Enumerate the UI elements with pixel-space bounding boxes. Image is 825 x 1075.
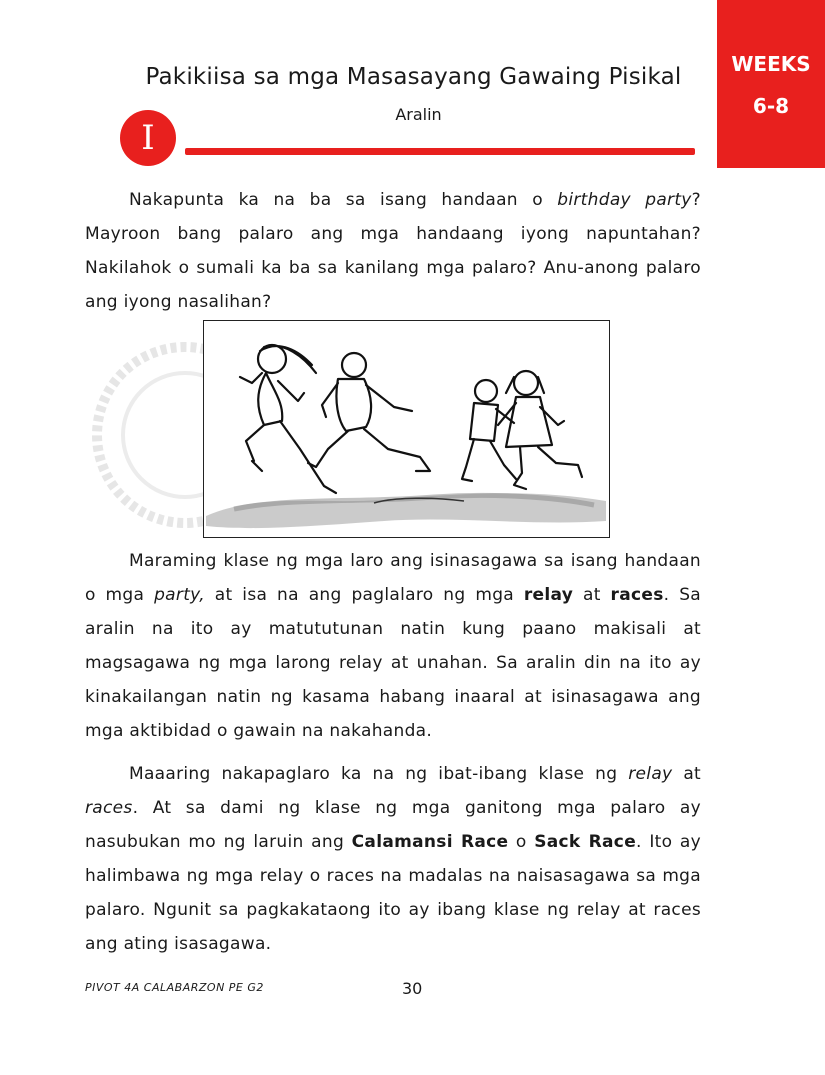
section-rule: [185, 148, 695, 155]
page-number: 30: [402, 979, 423, 998]
weeks-label: WEEKS: [731, 52, 811, 76]
text-run: . Sa aralin na ito ay matututunan natin kung paano makisali at magsagawa ng mga larong relay at unahan. Sa aralin din na ito ay kinakailangan natin ng kasama habang inaaral at isinasagawa ang mga aktibidad o gawain na nakahanda.: [85, 585, 702, 741]
text-run: Maaaring nakapaglaro ka na ng ibat-ibang klase ng: [129, 764, 629, 784]
text-run: . At sa dami ng klase ng mga ganitong mga palaro ay nasubukan mo ng laruin ang: [85, 798, 701, 852]
text-run-bold: Sack Race: [534, 832, 637, 852]
text-run-bold: Calamansi Race: [351, 832, 509, 852]
text-run: Maraming klase ng mga laro ang isinasagawa sa isang handaan o mga: [85, 551, 701, 605]
text-run-italic: relay: [628, 764, 673, 784]
lesson-title: Pakikiisa sa mga Masasayang Gawaing Pisikal: [145, 64, 682, 90]
text-run: ? Mayroon bang palaro ang mga handaang iyong napuntahan? Nakilahok o sumali ka ba sa kanilang mga palaro? Anu-anong palaro ang iyong nasalihan?: [85, 190, 701, 312]
text-run: Nakapunta ka na ba sa isang handaan o: [129, 190, 558, 210]
text-run: at isa na ang paglalaro ng mga: [204, 585, 524, 605]
text-run: at: [573, 585, 611, 605]
races-paragraph: [85, 757, 701, 961]
text-run: o: [508, 832, 535, 852]
lesson-subtitle: Aralin: [395, 105, 442, 124]
text-run-italic: party,: [154, 585, 205, 605]
text-run-italic: races: [85, 798, 133, 818]
relay-paragraph: [85, 544, 701, 748]
text-run: at: [672, 764, 702, 784]
weeks-range: 6-8: [752, 94, 790, 118]
children-running-illustration: [203, 320, 610, 538]
section-badge: I: [120, 110, 176, 166]
text-run: . Ito ay halimbawa ng mga relay o races na madalas na naisasagawa sa mga palaro. Ngunit sa pagkakataong ito ay ibang klase ng relay at races ang ating isasagawa.: [85, 832, 701, 954]
text-run-bold: races: [610, 585, 664, 605]
text-run-bold: relay: [523, 585, 574, 605]
text-run-italic: birthday party: [557, 190, 692, 210]
intro-paragraph: [85, 183, 701, 319]
footer-source: PIVOT 4A CALABARZON PE G2: [85, 981, 264, 994]
